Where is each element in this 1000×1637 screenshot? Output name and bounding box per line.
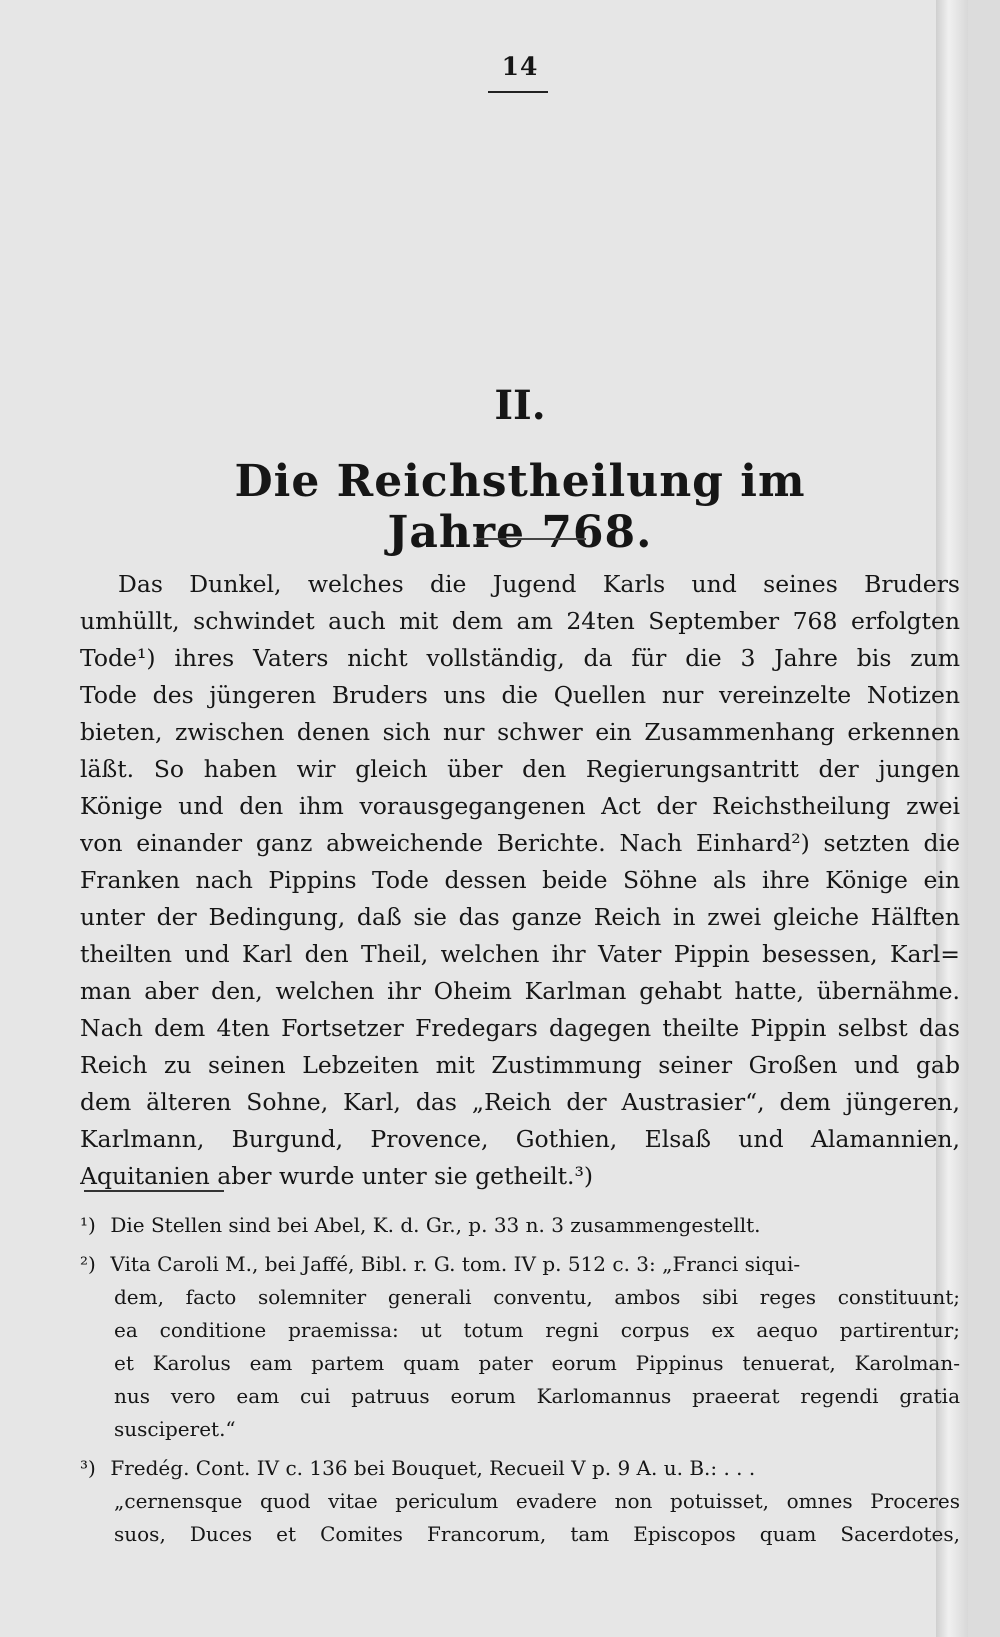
footnote-line [80,1209,960,1242]
footnote-text: Die Stellen sind bei Abel, K. d. Gr., p. 33 n. 3 zusammengestellt. [110,1213,761,1237]
footnote-line: susciperet.“ [114,1417,236,1441]
body-line: läßt. So haben wir gleich über den Regierungsantritt der jungen [80,755,960,783]
body-line: unter der Bedingung, daß sie das ganze Reich in zwei gleiche Hälften [80,903,960,931]
body-line: von einander ganz abweichende Berichte. Nach Einhard²) setzten die [80,829,960,857]
footnote-line: et Karolus eam partem quam pater eorum Pippinus tenuerat, Karolman- [114,1351,960,1375]
footnote-line: dem, facto solemniter generali conventu, ambos sibi reges constituunt; [114,1285,960,1309]
title-divider [476,538,586,540]
footnote-text: Vita Caroli M., bei Jaffé, Bibl. r. G. tom. IV p. 512 c. 3: „Franci siqui- [110,1252,801,1276]
body-line: Das Dunkel, welches die Jugend Karls und seines Bruders [118,570,960,598]
page-number: 14 [501,52,539,81]
chapter-numeral: II. [494,382,546,429]
body-line: Franken nach Pippins Tode dessen beide Söhne als ihre Könige ein [80,866,960,894]
footnote-3 [80,1452,960,1551]
footnote-line [80,1452,960,1485]
body-line: Karlmann, Burgund, Provence, Gothien, Elsaß und Alamannien, [80,1125,960,1153]
body-line: dem älteren Sohne, Karl, das „Reich der Austrasier“, dem jüngeren, [80,1088,960,1116]
footnote-line: nus vero eam cui patruus eorum Karlomannus praeerat regendi gratia [114,1384,960,1408]
body-line: Könige und den ihm vorausgegangenen Act der Reichstheilung zwei [80,792,960,820]
body-line: Tode¹) ihres Vaters nicht vollständig, da für die 3 Jahre bis zum [80,644,960,672]
footnote-marker: ²) [80,1252,96,1276]
body-line: Aquitanien aber wurde unter sie getheilt.³) [80,1162,594,1190]
footnote-separator [84,1190,224,1192]
footnote-line [80,1248,960,1281]
body-line: theilten und Karl den Theil, welchen ihr Vater Pippin besessen, Karl= [80,940,960,968]
chapter-title: Die Reichstheilung im Jahre 768. [234,456,806,558]
body-line: man aber den, welchen ihr Oheim Karlman gehabt hatte, übernähme. [80,977,960,1005]
body-line: bieten, zwischen denen sich nur schwer ein Zusammenhang erkennen [80,718,960,746]
footnote-text: Fredég. Cont. IV c. 136 bei Bouquet, Recueil V p. 9 A. u. B.: . . . [110,1456,756,1480]
body-paragraph [80,566,960,1195]
footnote-line: „cernensque quod vitae periculum evadere non potuisset, omnes Proceres [114,1489,960,1513]
footnote-line: ea conditione praemissa: ut totum regni corpus ex aequo partirentur; [114,1318,960,1342]
footnote-marker: ³) [80,1456,96,1480]
body-line: Tode des jüngeren Bruders uns die Quellen nur vereinzelte Notizen [80,681,960,709]
footnotes [80,1209,960,1557]
footnote-line: suos, Duces et Comites Francorum, tam Episcopos quam Sacerdotes, [114,1522,960,1546]
body-line: umhüllt, schwindet auch mit dem am 24ten September 768 erfolgten [80,607,960,635]
body-line: Reich zu seinen Lebzeiten mit Zustimmung seiner Großen und gab [80,1051,960,1079]
footnote-2 [80,1248,960,1446]
footnote-1 [80,1209,960,1242]
body-line: Nach dem 4ten Fortsetzer Fredegars dagegen theilte Pippin selbst das [80,1014,960,1042]
footnote-marker: ¹) [80,1213,96,1237]
page-number-underline [488,91,548,93]
